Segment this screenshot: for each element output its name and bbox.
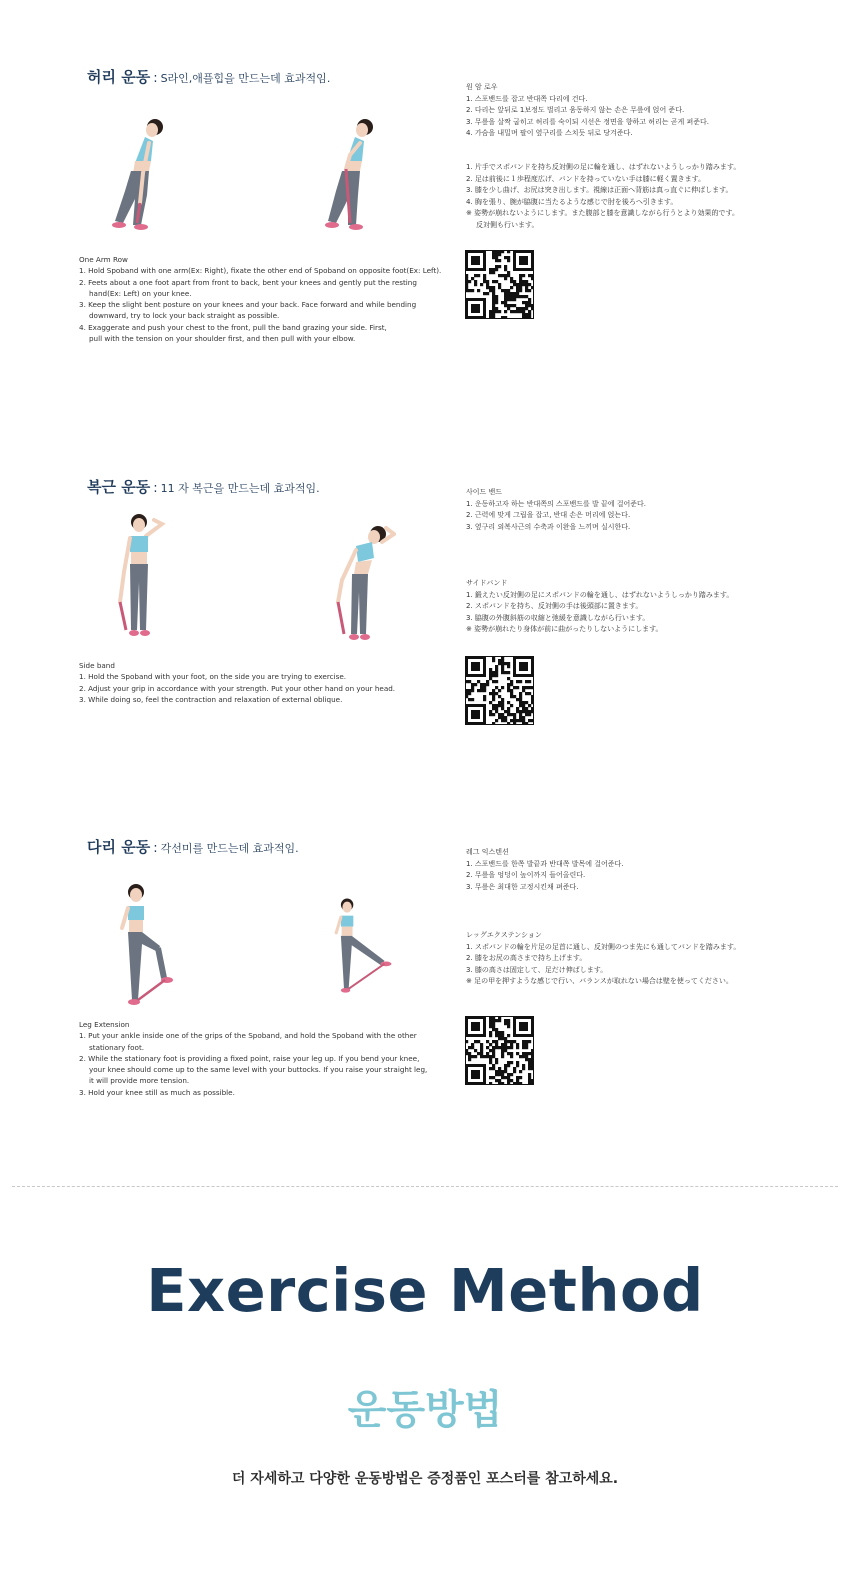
heading-separator: : (153, 71, 158, 86)
japanese-instructions (466, 578, 826, 636)
qr-code[interactable] (465, 250, 534, 319)
instruction-line: 3. 膝の高さは固定して、足だけ伸ばします。 (466, 965, 608, 974)
instruction-line: 反対側も行います。 (476, 220, 539, 229)
korean-instructions (466, 487, 826, 533)
heading-separator: : (153, 841, 158, 856)
instruction-line: stationary foot. (89, 1042, 145, 1052)
korean-instructions (466, 82, 826, 140)
instruction-line: your knee should come up to the same level with your buttocks. If you raise your straight leg, (89, 1065, 428, 1075)
instruction-line: 2. While the stationary foot is providing a fixed point, raise your leg up. If you bend your knee, (79, 1053, 420, 1063)
instruction-line: 2. Feets about a one foot apart from front to back, bent your knees and gently put the resting (79, 277, 417, 287)
instruction-line: 3. 무릎은 최대한 고정시킨채 펴준다. (466, 882, 579, 891)
english-instructions (79, 254, 442, 344)
section-subtitle: 각선미를 만드는데 효과적임. (160, 842, 299, 855)
instruction-line: ※ 姿勢が崩れたり身体が前に曲がったりしないようにします。 (466, 625, 663, 633)
exercise-figure-start (105, 115, 175, 250)
exercise-figure-end (326, 522, 396, 657)
instructions-title: 원 암 로우 (466, 83, 498, 91)
instructions-title: One Arm Row (79, 255, 128, 264)
instruction-line: pull with the tension on your shoulder first, and then pull with your elbow. (89, 334, 356, 344)
instruction-line: 3. Keep the slight bent posture on your knees and your back. Face forward and while bending (79, 300, 417, 310)
section-title: 복근 운동 (87, 478, 151, 496)
instruction-line: 2. スポバンドを持ち、反対側の手は後頭部に置きます。 (466, 602, 643, 610)
english-instructions (79, 1019, 428, 1098)
exercise-figure-end (330, 882, 400, 1017)
instruction-line: 1. 片手でスポバンドを持ち反対側の足に輪を通し、はずれないようしっかり踏みます。 (466, 163, 741, 171)
instruction-line: 3. Hold your knee still as much as possible. (79, 1087, 235, 1097)
exercise-method-title: Exercise Method (146, 1256, 704, 1325)
instructions-title: 사이드 밴드 (466, 488, 503, 496)
japanese-instructions (466, 162, 826, 231)
instructions-title: Side band (79, 661, 115, 670)
exercise-figure-end (320, 115, 390, 250)
instruction-line: 4. 胸を張り、腕が脇腹に当たるような感じで肘を後ろへ引きます。 (466, 197, 678, 206)
section-title: 허리 운동 (87, 68, 151, 86)
instruction-line: 2. 근력에 맞게 그립을 잡고, 반대 손은 머리에 얹는다. (466, 511, 631, 519)
section-subtitle: S라인,애플힙을 만드는데 효과적임. (160, 72, 331, 85)
poster-reference-note: 더 자세하고 다양한 운동방법은 증정품인 포스터를 참고하세요. (231, 1471, 619, 1487)
instruction-line: 2. 膝をお尻の高さまで持ち上げます。 (466, 954, 587, 962)
instruction-line: ※ 足の甲を押すような感じで行い、バランスが取れない場合は壁を使ってください。 (466, 977, 733, 985)
exercise-method-korean-title: 운동방법 (347, 1387, 503, 1433)
instructions-title: Leg Extension (79, 1020, 130, 1029)
instruction-line: ※ 姿勢が崩れないようにします。また腹部と膝を意識しながら行うとより効果的です。 (466, 209, 739, 217)
instruction-line: 2. 足は前後に１歩程度広げ、バンドを持っていない手は膝に軽く置きます。 (466, 174, 706, 183)
heading-separator: : (153, 481, 158, 496)
qr-code[interactable] (465, 1016, 534, 1085)
instruction-line: 4. Exaggerate and push your chest to the front, pull the band grazing your side. First, (79, 322, 387, 332)
qr-code[interactable] (465, 656, 534, 725)
section-heading (87, 66, 330, 87)
instruction-line: 1. Hold Spoband with one arm(Ex: Right), fixate the other end of Spoband on opposite foot(Ex: Left). (79, 266, 442, 276)
instruction-line: 1. 鍛えたい反対側の足にスポバンドの輪を通し、はずれないようしっかり踏みます。 (466, 590, 734, 599)
instructions-title: サイドバンド (466, 579, 508, 587)
instruction-line: downward, try to lock your back straight as possible. (89, 311, 280, 321)
instruction-line: 3. 무릎을 살짝 굽히고 허리를 숙이되 시선은 정면을 향하고 허리는 곧게 펴준다. (466, 117, 710, 126)
instruction-line: 3. While doing so, feel the contraction and relaxation of external oblique. (79, 694, 343, 704)
instruction-line: 4. 가슴을 내밀며 팔이 옆구리를 스치듯 뒤로 당겨준다. (466, 129, 633, 137)
korean-instructions (466, 847, 826, 893)
instruction-line: 1. Put your ankle inside one of the grips of the Spoband, and hold the Spoband with the other (79, 1031, 417, 1041)
instruction-line: 2. 다리는 앞뒤로 1보정도 벌리고 움동하지 않는 손은 무릎에 얹어 준다. (466, 106, 685, 114)
instructions-title: 레그 익스텐션 (466, 848, 509, 856)
exercise-figure-start (112, 882, 182, 1017)
dashed-divider (12, 1186, 838, 1187)
instruction-line: 2. Adjust your grip in accordance with your strength. Put your other hand on your head. (79, 683, 396, 693)
instructions-title: レッグエクステンション (466, 931, 542, 939)
section-subtitle: 11 자 복근을 만드는데 효과적임. (160, 482, 320, 495)
instruction-line: 3. 옆구리 외복사근의 수축과 이완을 느끼며 실시한다. (466, 522, 631, 531)
instruction-line: 2. 무릎을 엉덩이 높이까지 들어올린다. (466, 871, 586, 879)
english-instructions (79, 660, 419, 705)
instruction-line: 3. 脇腹の外腹斜筋の収縮と弛緩を意識しながら行います。 (466, 613, 650, 622)
instruction-line: 1. 운동하고자 하는 반대쪽의 스포밴드를 발 끝에 걸어준다. (466, 499, 647, 508)
section-heading (87, 836, 299, 857)
instruction-line: 1. 스포밴드를 잡고 반대쪽 다리에 건다. (466, 94, 588, 103)
section-heading (87, 476, 320, 497)
instruction-line: 1. 스포밴드를 한쪽 발끝과 반대쪽 발목에 걸어준다. (466, 859, 624, 868)
instruction-line: 1. スポバンドの輪を片足の足首に通し、反対側のつま先にも通してバンドを踏みます。 (466, 942, 741, 951)
instruction-line: 1. Hold the Spoband with your foot, on the side you are trying to exercise. (79, 672, 347, 682)
instruction-line: it will provide more tension. (89, 1076, 190, 1086)
japanese-instructions (466, 930, 826, 988)
instruction-line: 3. 膝を少し曲げ、お尻は突き出します。視線は正面へ背筋は真っ直ぐに伸ばします。 (466, 186, 733, 194)
exercise-figure-start (104, 512, 174, 647)
instruction-line: hand(Ex: Left) on your knee. (89, 288, 192, 298)
section-title: 다리 운동 (87, 838, 151, 856)
